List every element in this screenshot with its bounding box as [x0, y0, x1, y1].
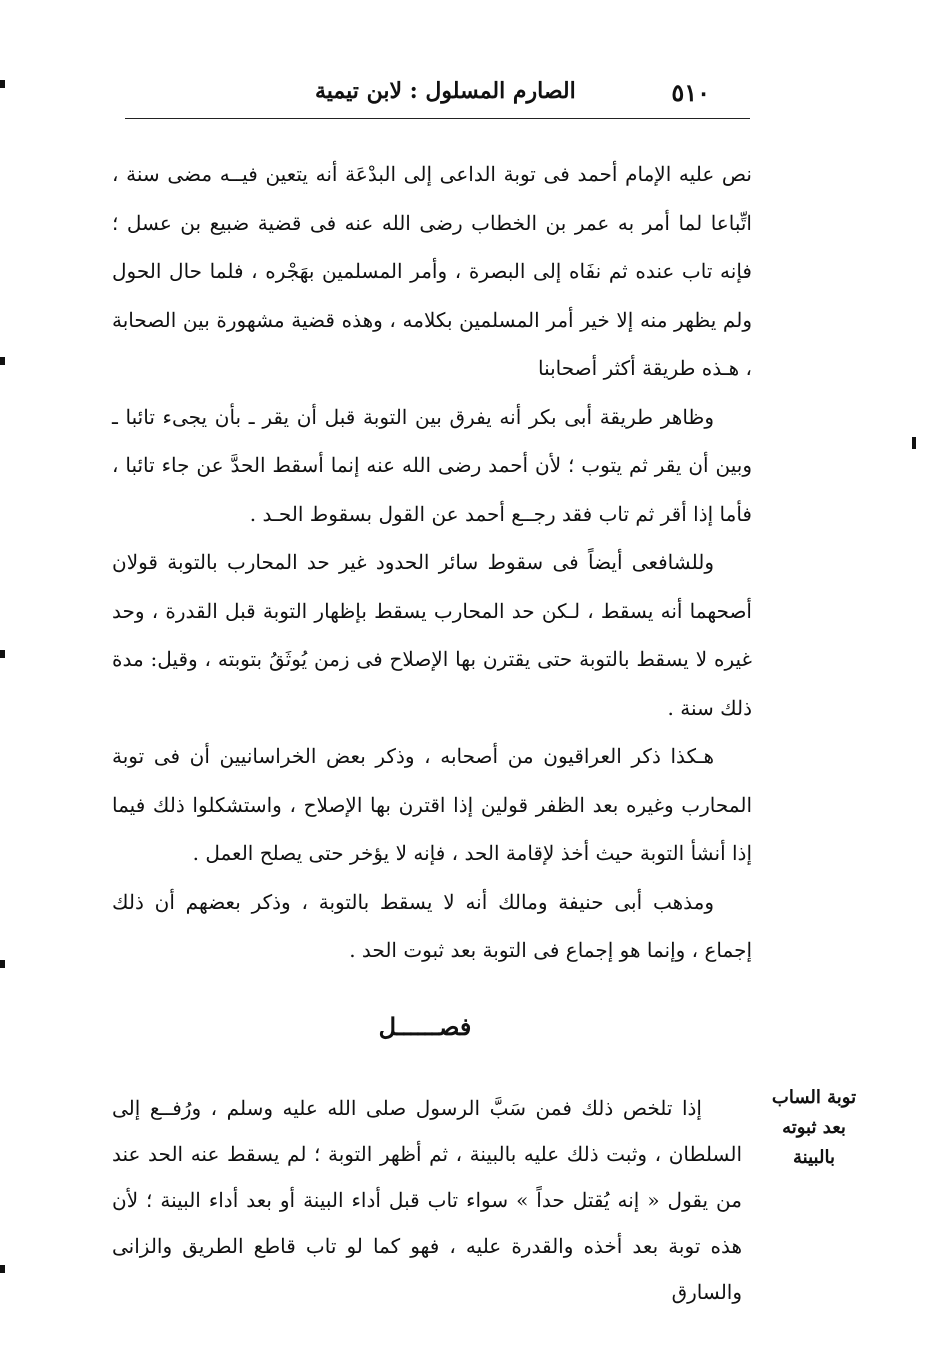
- page-header: [125, 72, 750, 124]
- page-number: ٥١٠: [671, 78, 710, 107]
- scan-mark: [0, 650, 5, 658]
- paragraph: إذا تلخص ذلك فمن سَبَّ الرسول صلى الله عليه وسلم ، ورُفــع إلى السلطان ، وثبت ذلك عليه بالبينة ، ثم أظهر التوبة ؛ لم يسقط عنه الحد عند من يقول « إنه يُقتل حداً » سواء تاب قبل أداء البينة أو بعد أداء البينة ؛ لأن هذه توبة بعد أخذه والقدرة عليه ، فهو كما لو تاب قاطع الطريق والزانى والسارق: [112, 1096, 742, 1304]
- scan-mark: [912, 437, 916, 449]
- margin-note-line: بالبينة: [793, 1147, 835, 1168]
- paragraph: هـكذا ذكر العراقيون من أصحابه ، وذكر بعض الخراسانيين أن فى توبة المحارب وغيره بعد الظفر قولين إذا اقترن بها الإصلاح ، واستشكلوا ذلك فيما إذا أنشأ التوبة حيث أخذ لإقامة الحد ، فإنه لا يؤخر حتى يصلح العمل .: [112, 744, 752, 865]
- section-heading: فصــــــل: [378, 1012, 472, 1041]
- scan-mark: [0, 80, 5, 88]
- paragraph: نص عليه الإمام أحمد فى توبة الداعى إلى البدْعَة أنه يتعين فيــه مضى سنة ، اتِّباعا لما أمر به عمر بن الخطاب رضى الله عنه فى قضية ضبيع بن عسل ؛ فإنه تاب عنده ثم نفَاه إلى البصرة ، وأمر المسلمين بهَجْره ، فلما حال الحول ولم يظهر منه إلا خير أمر المسلمين بكلامه ، وهذه قضية مشهورة بين الصحابة ، هـذه طريقة أكثر أصحابنا: [112, 162, 752, 380]
- scan-mark: [0, 960, 5, 968]
- section-text: [112, 1085, 742, 1315]
- running-title: الصارم المسلول : لابن تيمية: [315, 78, 576, 104]
- header-rule: [125, 118, 750, 119]
- margin-note-line: توبة الساب: [771, 1087, 857, 1108]
- margin-note: [764, 1083, 864, 1173]
- paragraph: وظاهر طريقة أبى بكر أنه يفرق بين التوبة قبل أن يقر ـ بأن يجىء تائبا ـ وبين أن يقر ثم يتوب ؛ لأن أحمد رضى الله عنه إنما أسقط الحدَّ عن جاء تائبا ، فأما إذا أقر ثم تاب فقد رجــع أحمد عن القول بسقوط الحـد .: [112, 404, 752, 526]
- main-text: [112, 150, 752, 975]
- scan-mark: [0, 357, 5, 365]
- paragraph: وللشافعى أيضاً فى سقوط سائر الحدود غير حد المحارب بالتوبة قولان أصحهما أنه يسقط ، لـكن حد المحارب يسقط بإظهار التوبة قبل القدرة ، وحد غيره لا يسقط بالتوبة حتى يقترن بها الإصلاح فى زمن يُوثَقُ بتوبته ، وقيل: مدة ذلك سنة .: [112, 550, 752, 720]
- paragraph: ومذهب أبى حنيفة ومالك أنه لا يسقط بالتوبة ، وذكر بعضهم أن ذلك إجماع ، وإنما هو إجماع فى التوبة بعد ثبوت الحد .: [112, 889, 752, 962]
- scan-mark: [0, 1265, 5, 1273]
- margin-note-line: بعد ثبوته: [782, 1117, 846, 1138]
